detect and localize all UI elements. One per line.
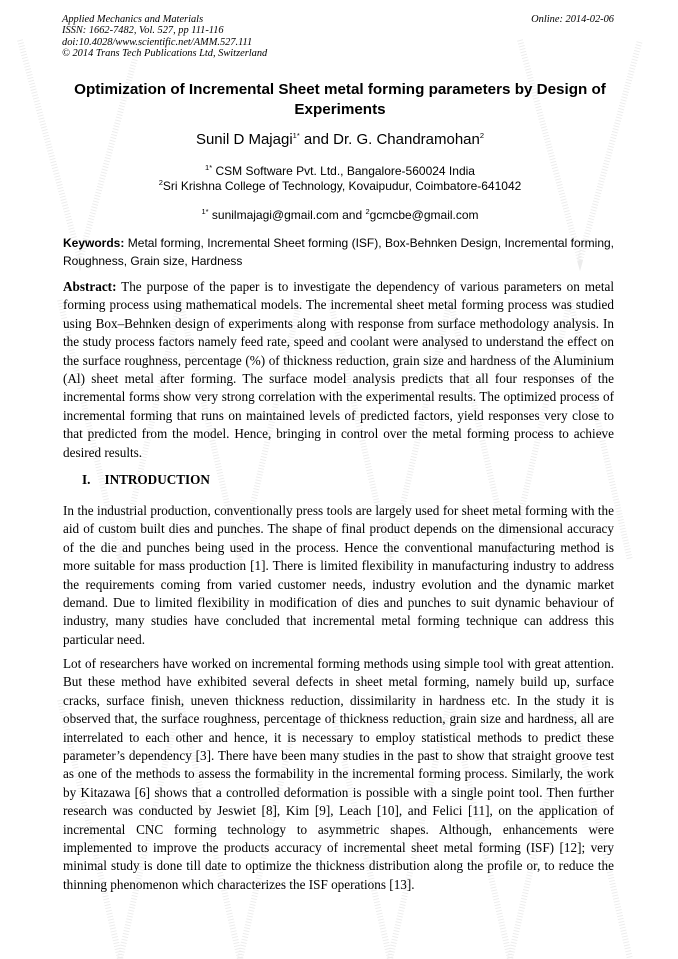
email-conjunction: and	[338, 208, 366, 222]
paper-title: Optimization of Incremental Sheet metal forming parameters by Design of Experiments	[74, 81, 606, 118]
abstract	[63, 278, 614, 462]
author-conjunction: and	[299, 131, 334, 148]
author-line	[60, 131, 620, 149]
email-2[interactable]: gcmcbe@gmail.com	[369, 208, 479, 222]
author-2: Dr. G. Chandramohan	[333, 131, 480, 148]
copyright-line: © 2014 Trans Tech Publications Ltd, Switzerland	[62, 47, 268, 59]
author-1-marker: 1*	[292, 131, 300, 140]
affiliation-1-text: CSM Software Pvt. Ltd., Bangalore-560024 India	[215, 164, 475, 178]
section-heading-introduction	[82, 472, 210, 488]
author-1: Sunil D Majagi	[195, 131, 293, 148]
intro-paragraph-2: Lot of researchers have worked on incremental forming methods using simple tool with great attention. But these method have exhibited several defects in sheet metal forming, namely build up, surface cracks, surface finish, uneven thickness reduction, dissimilarity in hardness etc. In the study it is observed that, the surface roughness, percentage of thickness reduction, grain size and hardness, all are interrelated to each other and hence, it is necessary to employ statistical methods to predict these parameter’s dependency [3]. There have been many studies in the past to show that straight groove test as one of the methods to assess the formability in the incremental forming process. Similarly, the work by Kitazawa [6] shows that a controlled deformation is possible with a single point tool. Then further research was conducted by Jeswiet [8], Kim [9], Leach [10], and Felici [11], on the application of incremental CNC forming technology to asymmetric shapes. Although, enhancements were implemented to improve the products accuracy of incremental sheet metal forming (ISF) [12]; very minimal study is done till date to optimize the thickness distribution along the profile or, to reduce the thinning phenomenon which characterizes the ISF operations [13].	[63, 656, 614, 892]
email-1-marker: 1*	[201, 207, 209, 216]
affiliation-2-marker: 2	[158, 178, 163, 187]
intro-paragraph-1: In the industrial production, conventionally press tools are largely used for sheet metal forming with the aid of custom built dies and punches. The shape of final product depends on the dimensional accuracy of the die and punches being used in the process. Hence the conventional manufacturing method is more suitable for mass production [1]. There is limited flexibility in manufacturing industry to address the requirements coming from varied customer needs, industry evolution and the dynamic market demand. Due to limited flexibility in modification of dies and punches to suit dynamic behaviour of industry, many studies have concluded that incremental metal forming technique can address this particular need.	[63, 503, 614, 647]
email-2-marker: 2	[365, 207, 370, 216]
affiliation-2-text: Sri Krishna College of Technology, Kovaipudur, Coimbatore-641042	[162, 179, 522, 193]
keywords-label: Keywords:	[63, 236, 125, 250]
abstract-text: The purpose of the paper is to investigate the dependency of various parameters on metal forming process using mathematical models. The incremental sheet metal forming process was studied using Box–Behnken design of experiments along with response from surface methodology analysis. In the study process factors namely feed rate, speed and coolant were analysed to understand the effect on the surface roughness, percentage (%) of thickness reduction, grain size and hardness of the Aluminium (Al) sheet metal after forming. The surface model analysis predicts that all four responses of the incremental forms show very strong correlation with the experimental results. The optimized process of incremental forming that runs on maintained levels of predicted factors, yield responses very close to that predicted from the model. Hence, bringing in control over the metal forming process to achieve desired results.	[63, 279, 614, 460]
affiliations	[60, 164, 620, 194]
issn-line: ISSN: 1662-7482, Vol. 527, pp 111-116	[62, 25, 224, 37]
online-date: Online: 2014-02-06	[531, 14, 614, 25]
section-title: INTRODUCTION	[104, 472, 210, 487]
author-2-marker: 2	[479, 131, 485, 140]
email-1[interactable]: sunilmajagi@gmail.com	[211, 208, 339, 222]
keywords-text: Metal forming, Incremental Sheet forming (ISF), Box-Behnken Design, Incremental forming, Roughness, Grain size, Hardness	[63, 236, 614, 268]
author-emails	[60, 208, 620, 223]
affiliation-1	[60, 164, 620, 179]
section-number: I.	[82, 472, 91, 487]
doi-line[interactable]: doi:10.4028/www.scientific.net/AMM.527.111	[62, 36, 253, 48]
journal-header	[62, 14, 267, 59]
abstract-label: Abstract:	[63, 279, 117, 294]
journal-name: Applied Mechanics and Materials	[62, 14, 204, 25]
affiliation-2	[60, 179, 620, 194]
affiliation-1-marker: 1*	[205, 163, 213, 172]
keywords	[63, 235, 614, 270]
